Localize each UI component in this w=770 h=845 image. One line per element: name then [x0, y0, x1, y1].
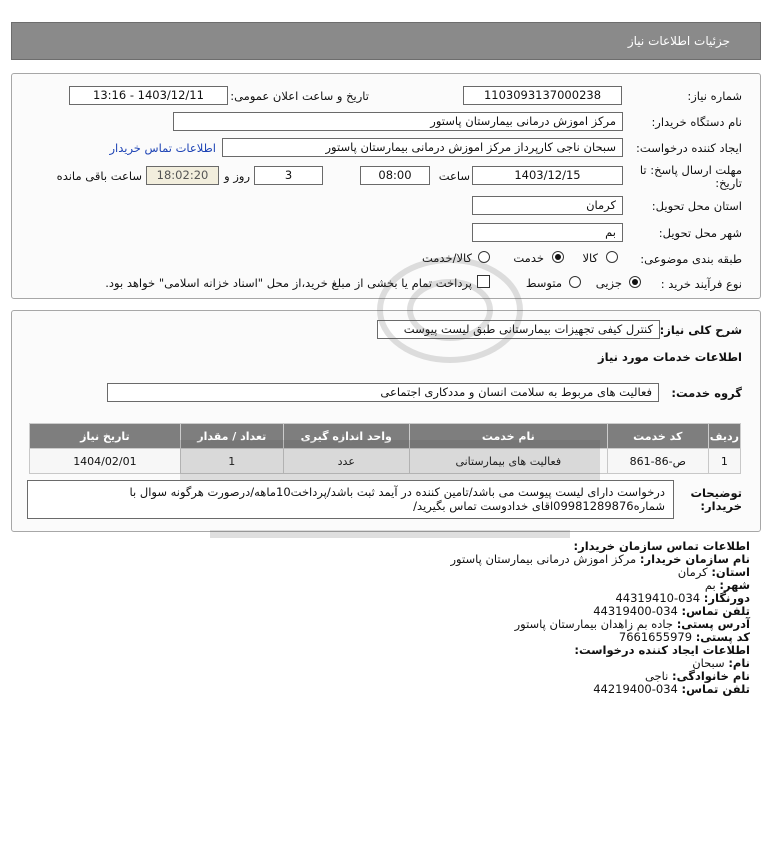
- deadline-time-label: ساعت: [438, 169, 470, 183]
- contact-fax-label: دورنگار:: [703, 591, 750, 605]
- col-date: تاریخ نیاز: [30, 424, 181, 449]
- category-radio-service[interactable]: [552, 251, 564, 263]
- creator-title: اطلاعات ایجاد کننده درخواست:: [574, 643, 750, 657]
- deadline-time-field: 08:00: [360, 166, 430, 185]
- process-radio-minor[interactable]: [629, 276, 641, 288]
- cell-name: فعالیت های بیمارستانی: [409, 449, 607, 474]
- province-label: استان محل تحویل:: [651, 199, 742, 213]
- contact-address-label: آدرس پستی:: [676, 617, 750, 631]
- buyer-notes-field: درخواست دارای لیست پیوست می باشد/تامین کننده در آیمد ثبت باشد/پرداخت10ماهه/درصورت هرگونه سوال با شماره09981289876اقای خدادوست تماس بگیرید/: [27, 480, 674, 519]
- deadline-label: مهلت ارسال پاسخ: تا تاریخ:: [639, 163, 742, 190]
- buyer-org-label: نام دستگاه خریدار:: [651, 115, 742, 129]
- process-radio-medium[interactable]: [569, 276, 581, 288]
- page-header: [11, 22, 761, 60]
- contact-province: کرمان: [677, 565, 708, 579]
- buyer-contact-info: [150, 540, 750, 696]
- contact-city-label: شهر:: [719, 578, 750, 592]
- category-label: طبقه بندی موضوعی:: [640, 252, 742, 266]
- cell-row: 1: [708, 449, 740, 474]
- remaining-time-field: 18:02:20: [146, 166, 219, 185]
- contact-fax: 034-44319410: [615, 591, 701, 605]
- requester-label: ایجاد کننده درخواست:: [636, 141, 742, 155]
- need-number-field: 1103093137000238: [463, 86, 622, 105]
- buyer-org-field: مرکز اموزش درمانی بیمارستان پاستور: [173, 112, 623, 131]
- category-option-service: خدمت: [513, 251, 544, 265]
- creator-phone: 034-44219400: [593, 682, 678, 696]
- category-option-goods: کالا: [582, 251, 598, 265]
- cell-date: 1404/02/01: [30, 449, 181, 474]
- city-label: شهر محل تحویل:: [658, 226, 742, 240]
- col-quantity: تعداد / مقدار: [180, 424, 283, 449]
- process-option-minor: جزیی: [595, 276, 622, 290]
- province-field: کرمان: [472, 196, 623, 215]
- days-label: روز و: [224, 169, 250, 183]
- process-option-medium: متوسط: [525, 276, 562, 290]
- buyer-notes-label: توضیحات خریدار:: [690, 486, 742, 513]
- contact-address: جاده بم زاهدان بیمارستان پاستور: [514, 617, 674, 631]
- col-unit: واحد اندازه گیری: [283, 424, 409, 449]
- col-row: ردیف: [708, 424, 740, 449]
- contact-city: بم: [704, 578, 716, 592]
- need-number-label: شماره نیاز:: [687, 89, 742, 103]
- table-row: [30, 449, 741, 474]
- contact-org-label: نام سازمان خریدار:: [639, 552, 750, 566]
- treasury-payment-note: پرداخت تمام یا بخشی از مبلغ خرید،از محل "اسناد خزانه اسلامی" خواهد بود.: [105, 276, 472, 290]
- summary-label: شرح کلی نیاز:: [659, 323, 742, 337]
- announce-label: تاریخ و ساعت اعلان عمومی:: [230, 89, 369, 103]
- contact-postal: 7661655979: [618, 630, 693, 644]
- creator-family: ناجی: [644, 669, 669, 683]
- contact-org: مرکز اموزش درمانی بیمارستان پاستور: [450, 552, 637, 566]
- col-name: نام خدمت: [409, 424, 607, 449]
- contact-phone-label: تلفن تماس:: [681, 604, 750, 618]
- creator-name: سبحان: [692, 656, 725, 670]
- service-group-label: گروه خدمت:: [671, 386, 742, 400]
- requester-field: سبحان ناجی کارپرداز مرکز اموزش درمانی بیمارستان پاستور: [222, 138, 623, 157]
- creator-family-label: نام خانوادگی:: [672, 669, 750, 683]
- cell-quantity: 1: [180, 449, 283, 474]
- service-group-field: فعالیت های مربوط به سلامت انسان و مددکاری اجتماعی: [107, 383, 659, 402]
- days-field: 3: [254, 166, 323, 185]
- treasury-payment-checkbox[interactable]: [477, 275, 490, 288]
- cell-unit: عدد: [283, 449, 409, 474]
- services-table: [29, 423, 741, 474]
- category-radio-goods[interactable]: [606, 251, 618, 263]
- contact-province-label: استان:: [711, 565, 750, 579]
- category-option-goods-service: کالا/خدمت: [421, 251, 472, 265]
- cell-code: ص-86-861: [607, 449, 708, 474]
- deadline-date-field: 1403/12/15: [472, 166, 623, 185]
- announce-field: 1403/12/11 - 13:16: [69, 86, 228, 105]
- summary-field: کنترل کیفی تجهیزات بیمارستانی طبق لیست پیوست: [377, 320, 660, 339]
- process-label: نوع فرآیند خرید :: [660, 277, 742, 291]
- remaining-label: ساعت باقی مانده: [56, 169, 142, 183]
- city-field: بم: [472, 223, 623, 242]
- services-section-title: اطلاعات خدمات مورد نیاز: [598, 350, 742, 364]
- contact-phone: 034-44319400: [593, 604, 678, 618]
- creator-name-label: نام:: [728, 656, 750, 670]
- category-radio-goods-service[interactable]: [478, 251, 490, 263]
- page-title: جزئیات اطلاعات نیاز: [627, 34, 730, 48]
- table-header-row: [30, 424, 741, 449]
- buyer-contact-link[interactable]: اطلاعات تماس خریدار: [109, 141, 216, 155]
- col-code: کد خدمت: [607, 424, 708, 449]
- creator-phone-label: تلفن تماس:: [681, 682, 750, 696]
- contact-title: اطلاعات تماس سازمان خریدار:: [573, 539, 750, 553]
- contact-postal-label: کد پستی:: [695, 630, 750, 644]
